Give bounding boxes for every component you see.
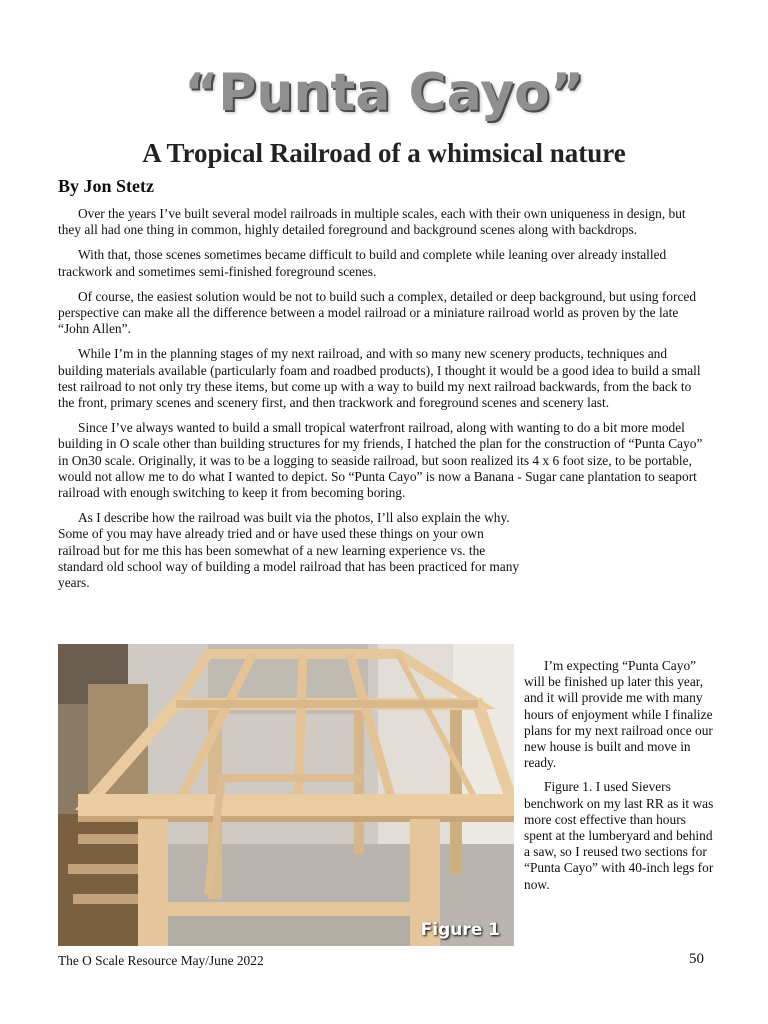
paragraph: With that, those scenes sometimes became difficult to build and complete while leaning over already installed trackwork and sometimes semi-finished foreground scenes. <box>58 247 667 279</box>
article-body <box>58 206 710 591</box>
figure-label: Figure 1 <box>420 920 500 940</box>
paragraph: As I describe how the railroad was built via the photos, I’ll also explain the why. Some of you may have already tried and or have used these things on your own railroad but for me this has been somewhat of a new learning experience vs. the standard old school way of building a model railroad that has been practiced for many years. <box>58 510 520 591</box>
paragraph: While I’m in the planning stages of my next railroad, and with so many new scenery products, techniques and building materials available (particularly foam and roadbed products), I thought it would be a good idea to build a small test railroad to not only try these items, but come up with a way to build my next railroad backwards, from the back to the front, primary scenes and scenery first, and then trackwork and foreground scenes and scenery last. <box>58 346 701 411</box>
paragraph: Over the years I’ve built several model railroads in multiple scales, each with their own uniqueness in design, but they all had one thing in common, highly detailed foreground and background scenes along with backdrops. <box>58 206 686 238</box>
sidebar-column <box>524 658 716 901</box>
paragraph: Of course, the easiest solution would be not to build such a complex, detailed or deep background, but using forced perspective can make all the difference between a model railroad or a miniature railroad world as proven by the late “John Allen”. <box>58 288 697 337</box>
footer-publication: The O Scale Resource May/June 2022 <box>58 953 264 968</box>
page-number: 50 <box>689 951 704 967</box>
figure-caption: Figure 1. I used Sievers benchwork on my last RR as it was more cost effective than hours spent at the lumberyard and behind a saw, so I reused two sections for “Punta Cayo” with 40-inch legs for now. <box>524 779 714 892</box>
benchwork-illustration <box>58 644 514 946</box>
article-title: “Punta Cayo” <box>184 63 584 123</box>
article-subtitle: A Tropical Railroad of a whimsical nature <box>142 138 626 168</box>
sidebar-paragraph: I’m expecting “Punta Cayo” will be finished up later this year, and it will provide me with many hours of enjoyment while I finalize plans for my next railroad once our new house is built and move in ready. <box>524 658 713 771</box>
benchwork-photo <box>58 644 514 946</box>
byline: By Jon Stetz <box>58 176 154 196</box>
paragraph: Since I’ve always wanted to build a small tropical waterfront railroad, along with wanting to do a bit more model building in O scale other than building structures for my friends, I hatched the plan for the construction of “Punta Cayo” in On30 scale. Originally, it was to be a logging to seaside railroad, but soon realized its 4 x 6 foot size, to be portable, would not allow me to do what I wanted to depict. So “Punta Cayo” is now a Banana - Sugar cane plantation to seaport railroad with enough switching to keep it from becoming boring. <box>58 420 703 501</box>
